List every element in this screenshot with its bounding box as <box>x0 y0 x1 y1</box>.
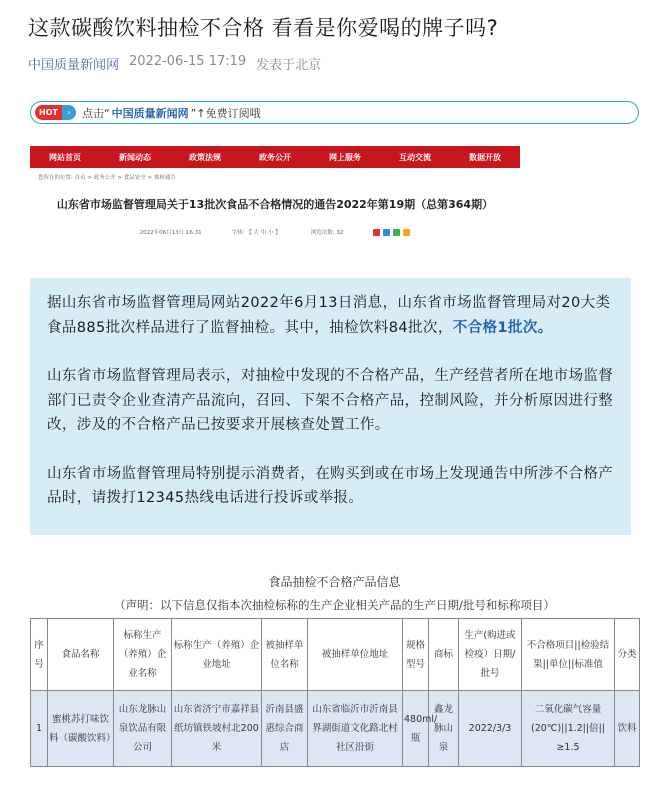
table-cell: 480ml/瓶 <box>403 691 429 767</box>
embedded-nav-item: 网上服务 <box>329 152 361 162</box>
embedded-nav-item: 政策法规 <box>189 152 221 162</box>
body-paragraph-2: 山东省市场监督管理局表示，对抽检中发现的不合格产品，生产经营者所在地市场监督部门已责令企业查清产品流向，召回、下架不合格产品，控制风险，并分析原因进行整改，涉及的不合格产品已按要求开展核查处置工作。 <box>47 368 614 433</box>
table-cell: 饮料 <box>615 691 640 767</box>
article-meta <box>28 54 321 73</box>
table-cell: 山东省临沂市沂南县界湖街道文化路北村社区沿街 <box>308 691 403 767</box>
col-header: 食品名称 <box>48 619 114 691</box>
share-icon <box>393 229 400 236</box>
col-header: 被抽样单位名称 <box>262 619 308 691</box>
embedded-nav-item: 数据开放 <box>469 152 501 162</box>
col-header: 规格型号 <box>403 619 429 691</box>
embedded-nav-item: 互动交流 <box>399 152 431 162</box>
share-icon <box>373 229 380 236</box>
article-datetime: 2022-06-15 17:19 <box>129 54 247 69</box>
table-cell: 山东龙脉山泉饮品有限公司 <box>114 691 172 767</box>
table-cell: 1 <box>31 691 48 767</box>
unqualified-products-table <box>30 618 640 767</box>
share-icon <box>383 229 390 236</box>
embedded-views: 浏览次数: 32 <box>310 230 344 236</box>
embedded-nav-item: 政务公开 <box>259 152 291 162</box>
col-header: 不合格项目||检验结果||单位||标准值 <box>522 619 615 691</box>
article-title: 这款碳酸饮料抽检不合格 看看是你爱喝的牌子吗? <box>28 16 499 40</box>
table-cell: 沂南县盛惠综合商店 <box>262 691 308 767</box>
embedded-breadcrumb: 您所在的位置: 首页 > 政务公开 > 食品安全 > 抽检通告 <box>38 175 176 181</box>
article-body <box>30 278 631 535</box>
embedded-nav-item: 新闻动态 <box>119 152 151 162</box>
share-icons <box>373 229 410 236</box>
embedded-nav <box>30 146 520 168</box>
body-paragraph-1 <box>47 291 614 340</box>
table-cell: 鑫龙脉山泉 <box>429 691 459 767</box>
table-cell: 二氧化碳气容量(20℃)||1.2||倍||≥1.5 <box>522 691 615 767</box>
col-header: 商标 <box>429 619 459 691</box>
embedded-date: 2022年06月13日 16:31 <box>139 230 202 236</box>
col-header: 被抽样单位地址 <box>308 619 403 691</box>
col-header: 分类 <box>615 619 640 691</box>
embedded-nav-item: 网站首页 <box>49 152 81 162</box>
table-cell: 2022/3/3 <box>459 691 522 767</box>
hot-badge-icon: HOT <box>35 105 62 120</box>
subscribe-banner[interactable] <box>30 101 639 124</box>
embedded-notice-screenshot <box>30 146 520 278</box>
table-note: （声明：以下信息仅指本次抽检标称的生产企业相关产品的生产日期/批号和标称项目） <box>114 598 555 612</box>
subscribe-arrow-icon: › <box>62 105 76 120</box>
col-header: 生产(购进或检疫）日期/批号 <box>459 619 522 691</box>
table-header-row <box>31 619 640 691</box>
subscribe-brand-link[interactable]: 中国质量新闻网 <box>111 106 189 120</box>
col-header: 标称生产（养殖）企业名称 <box>114 619 172 691</box>
body-paragraph-1-text: 据山东省市场监督管理局网站2022年6月13日消息，山东省市场监督管理局对20大类食品885批次样品进行了监督抽检。其中，抽检饮料84批次， <box>47 295 611 336</box>
table-cell: 蜜桃苏打味饮料（碳酸饮料） <box>48 691 114 767</box>
subscribe-prefix: 点击“ <box>81 106 110 120</box>
col-header: 序号 <box>31 619 48 691</box>
share-icon <box>403 229 410 236</box>
embedded-notice-meta <box>30 228 520 236</box>
body-highlight: 不合格1批次。 <box>452 319 553 336</box>
col-header: 标称生产（养殖）企业地址 <box>172 619 262 691</box>
table-row <box>31 691 640 767</box>
embedded-notice-title: 山东省市场监督管理局关于13批次食品不合格情况的通告2022年第19期（总第364期） <box>56 198 494 211</box>
embedded-font-size: 字体: 【 大 中 小 】 <box>231 230 281 236</box>
subscribe-suffix: ”↑免费订阅哦 <box>190 106 261 120</box>
article-source-link[interactable]: 中国质量新闻网 <box>28 58 120 73</box>
article-location: 发表于北京 <box>256 58 322 73</box>
table-cell: 山东省济宁市嘉祥县纸坊镇铁坡村北200米 <box>172 691 262 767</box>
body-paragraph-3: 山东省市场监督管理局特别提示消费者，在购买到或在市场上发现通告中所涉不合格产品时，请拨打12345热线电话进行投诉或举报。 <box>47 465 614 506</box>
table-title: 食品抽检不合格产品信息 <box>268 575 401 589</box>
